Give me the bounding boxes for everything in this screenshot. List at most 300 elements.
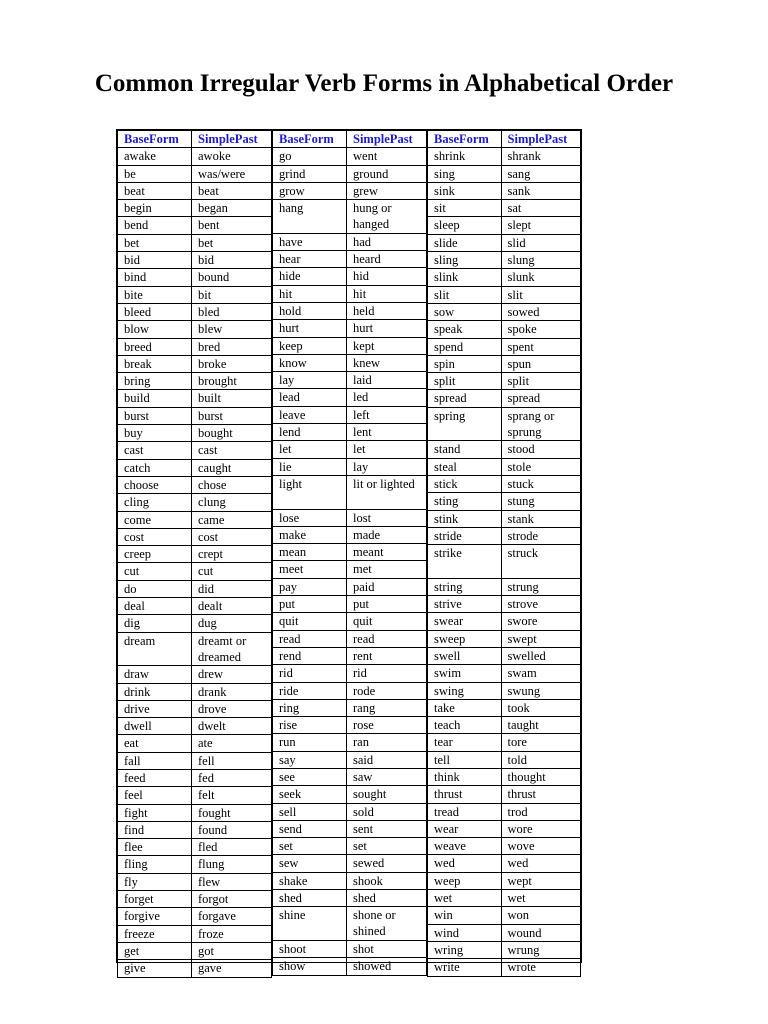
- base-form-cell: show: [273, 958, 347, 975]
- table-row: [118, 873, 272, 890]
- table-row: [118, 182, 272, 199]
- base-form-cell: shrink: [428, 148, 502, 165]
- table-row: [273, 441, 427, 458]
- table-row: [428, 855, 581, 872]
- simple-past-cell: set: [347, 838, 427, 855]
- simple-past-cell: sought: [347, 786, 427, 803]
- simple-past-cell: felt: [192, 787, 272, 804]
- base-form-cell: slit: [428, 286, 502, 303]
- simple-past-cell: hit: [347, 285, 427, 302]
- simple-past-cell: showed: [347, 958, 427, 975]
- table-row: [428, 338, 581, 355]
- table-row: [273, 872, 427, 889]
- base-form-cell: shoot: [273, 940, 347, 957]
- table-row: [118, 217, 272, 234]
- table-row: [273, 509, 427, 526]
- base-form-cell: flee: [118, 839, 192, 856]
- base-form-cell: swim: [428, 665, 502, 682]
- base-form-cell: lose: [273, 509, 347, 526]
- simple-past-cell: rose: [347, 717, 427, 734]
- verb-column-2: [272, 130, 427, 976]
- table-row: [428, 803, 581, 820]
- table-row: [118, 563, 272, 580]
- base-form-cell: hurt: [273, 320, 347, 337]
- base-form-cell: put: [273, 596, 347, 613]
- base-form-cell: drive: [118, 700, 192, 717]
- simple-past-cell: was/were: [192, 165, 272, 182]
- base-form-cell: sow: [428, 303, 502, 320]
- base-form-cell: spend: [428, 338, 502, 355]
- simple-past-cell: sold: [347, 803, 427, 820]
- simple-past-cell: drank: [192, 683, 272, 700]
- simple-past-cell: split: [501, 373, 580, 390]
- base-form-cell: split: [428, 373, 502, 390]
- simple-past-text: shone or shined: [353, 908, 396, 939]
- simple-past-cell: fell: [192, 752, 272, 769]
- table-row: [428, 647, 581, 664]
- verb-table: [116, 129, 582, 976]
- simple-past-cell: wrung: [501, 941, 580, 958]
- simple-past-text: lit or lighted: [353, 476, 415, 491]
- simple-past-cell: dug: [192, 615, 272, 632]
- base-form-cell: run: [273, 734, 347, 751]
- simple-past-cell: came: [192, 511, 272, 528]
- base-form-cell: go: [273, 148, 347, 165]
- simple-past-cell: quit: [347, 613, 427, 630]
- table-row: [428, 441, 581, 458]
- table-row: [428, 373, 581, 390]
- simple-past-cell: rang: [347, 699, 427, 716]
- table-row: [428, 321, 581, 338]
- simple-past-cell: sank: [501, 182, 580, 199]
- simple-past-cell: led: [347, 389, 427, 406]
- simple-past-cell: stank: [501, 510, 580, 527]
- table-row: [273, 475, 427, 509]
- simple-past-cell: bred: [192, 338, 272, 355]
- simple-past-cell: taught: [501, 717, 580, 734]
- table-row: [428, 475, 581, 492]
- simple-past-cell: chose: [192, 476, 272, 493]
- simple-past-cell: sowed: [501, 303, 580, 320]
- simple-past-cell: ran: [347, 734, 427, 751]
- table-row: [428, 217, 581, 234]
- table-row: [428, 682, 581, 699]
- table-row: [273, 630, 427, 647]
- table-row: [273, 526, 427, 543]
- simple-past-cell: spoke: [501, 321, 580, 338]
- table-row: [118, 856, 272, 873]
- simple-past-cell: wet: [501, 890, 580, 907]
- table-row: [428, 907, 581, 924]
- header-simple-past: SimplePast: [192, 131, 272, 148]
- simple-past-cell: lent: [347, 424, 427, 441]
- base-form-cell: sell: [273, 803, 347, 820]
- table-row: [118, 425, 272, 442]
- simple-past-cell: clung: [192, 494, 272, 511]
- base-form-cell: sting: [428, 493, 502, 510]
- base-form-cell: slink: [428, 269, 502, 286]
- base-form-cell: do: [118, 580, 192, 597]
- simple-past-cell: wept: [501, 872, 580, 889]
- base-form-cell: find: [118, 821, 192, 838]
- verb-table-column: [427, 130, 581, 977]
- table-row: [273, 544, 427, 561]
- base-form-cell: cost: [118, 528, 192, 545]
- simple-past-cell: drew: [192, 666, 272, 683]
- base-form-cell: stick: [428, 475, 502, 492]
- base-form-cell: take: [428, 699, 502, 716]
- table-row: [273, 734, 427, 751]
- table-row: [118, 338, 272, 355]
- table-row: [273, 940, 427, 957]
- base-form-cell: wet: [428, 890, 502, 907]
- table-row: [428, 717, 581, 734]
- base-form-cell: tread: [428, 803, 502, 820]
- simple-past-cell: found: [192, 821, 272, 838]
- simple-past-cell: [347, 475, 427, 509]
- simple-past-cell: told: [501, 751, 580, 768]
- table-row: [428, 182, 581, 199]
- simple-past-cell: made: [347, 526, 427, 543]
- base-form-cell: see: [273, 768, 347, 785]
- simple-past-cell: cast: [192, 442, 272, 459]
- simple-past-cell: dwelt: [192, 718, 272, 735]
- simple-past-cell: lay: [347, 458, 427, 475]
- base-form-cell: buy: [118, 425, 192, 442]
- base-form-cell: eat: [118, 735, 192, 752]
- simple-past-cell: thought: [501, 768, 580, 785]
- base-form-cell: set: [273, 838, 347, 855]
- simple-past-cell: let: [347, 441, 427, 458]
- simple-past-cell: did: [192, 580, 272, 597]
- simple-past-cell: began: [192, 200, 272, 217]
- base-form-cell: wear: [428, 820, 502, 837]
- base-form-cell: break: [118, 355, 192, 372]
- table-row: [273, 820, 427, 837]
- simple-past-cell: built: [192, 390, 272, 407]
- table-row: [118, 148, 272, 165]
- table-row: [273, 855, 427, 872]
- simple-past-cell: got: [192, 942, 272, 959]
- table-row: [118, 752, 272, 769]
- table-row: [118, 355, 272, 372]
- table-row: [118, 511, 272, 528]
- table-row: [273, 665, 427, 682]
- base-form-cell: fall: [118, 752, 192, 769]
- base-form-cell: come: [118, 511, 192, 528]
- base-form-cell: weave: [428, 838, 502, 855]
- table-row: [118, 787, 272, 804]
- base-form-cell: shake: [273, 872, 347, 889]
- base-form-cell: hang: [273, 200, 347, 234]
- simple-past-cell: forgot: [192, 891, 272, 908]
- base-form-cell: lay: [273, 372, 347, 389]
- table-row: [273, 907, 427, 941]
- simple-past-cell: bent: [192, 217, 272, 234]
- table-row: [273, 372, 427, 389]
- simple-past-cell: put: [347, 596, 427, 613]
- table-row: [428, 872, 581, 889]
- verb-table-column: [117, 130, 272, 978]
- simple-past-cell: strove: [501, 596, 580, 613]
- table-row: [273, 578, 427, 595]
- base-form-cell: quit: [273, 613, 347, 630]
- simple-past-cell: spent: [501, 338, 580, 355]
- table-row: [428, 355, 581, 372]
- base-form-cell: wring: [428, 941, 502, 958]
- table-row: [428, 941, 581, 958]
- base-form-cell: ride: [273, 682, 347, 699]
- table-row: [118, 546, 272, 563]
- simple-past-cell: [347, 200, 427, 234]
- table-row: [118, 804, 272, 821]
- simple-past-cell: took: [501, 699, 580, 716]
- simple-past-cell: kept: [347, 337, 427, 354]
- base-form-cell: meet: [273, 561, 347, 578]
- base-form-cell: tell: [428, 751, 502, 768]
- verb-column-1: [117, 130, 272, 978]
- table-row: [118, 821, 272, 838]
- simple-past-cell: held: [347, 302, 427, 319]
- verb-column-3: [427, 130, 581, 977]
- base-form-cell: say: [273, 751, 347, 768]
- simple-past-cell: knew: [347, 354, 427, 371]
- table-row: [428, 545, 581, 579]
- simple-past-cell: [501, 545, 580, 579]
- simple-past-cell: sewed: [347, 855, 427, 872]
- table-row: [273, 803, 427, 820]
- base-form-cell: bring: [118, 373, 192, 390]
- base-form-cell: bleed: [118, 303, 192, 320]
- table-row: [118, 200, 272, 217]
- simple-past-cell: trod: [501, 803, 580, 820]
- table-row: [118, 390, 272, 407]
- table-row: [118, 666, 272, 683]
- simple-past-cell: grew: [347, 182, 427, 199]
- table-row: [118, 960, 272, 977]
- simple-past-cell: heard: [347, 251, 427, 268]
- table-row: [273, 890, 427, 907]
- simple-past-cell: shed: [347, 890, 427, 907]
- table-row: [428, 234, 581, 251]
- base-form-cell: beat: [118, 182, 192, 199]
- base-form-cell: shed: [273, 890, 347, 907]
- verb-table-column: [272, 130, 427, 976]
- table-row: [428, 458, 581, 475]
- base-form-cell: burst: [118, 407, 192, 424]
- simple-past-cell: flew: [192, 873, 272, 890]
- table-row: [428, 303, 581, 320]
- base-form-cell: swell: [428, 647, 502, 664]
- simple-past-cell: slept: [501, 217, 580, 234]
- base-form-cell: send: [273, 820, 347, 837]
- table-row: [273, 406, 427, 423]
- base-form-cell: sing: [428, 165, 502, 182]
- simple-past-cell: wore: [501, 820, 580, 837]
- base-form-cell: wed: [428, 855, 502, 872]
- table-row: [118, 459, 272, 476]
- simple-past-cell: slunk: [501, 269, 580, 286]
- simple-past-cell: cut: [192, 563, 272, 580]
- table-row: [118, 718, 272, 735]
- base-form-cell: catch: [118, 459, 192, 476]
- table-row: [118, 580, 272, 597]
- table-row: [273, 182, 427, 199]
- simple-past-cell: brought: [192, 373, 272, 390]
- simple-past-cell: swam: [501, 665, 580, 682]
- simple-past-cell: ate: [192, 735, 272, 752]
- base-form-cell: awake: [118, 148, 192, 165]
- header-base-form: BaseForm: [118, 131, 192, 148]
- base-form-cell: blow: [118, 321, 192, 338]
- table-row: [118, 494, 272, 511]
- table-row: [118, 269, 272, 286]
- table-row: [273, 354, 427, 371]
- simple-past-cell: cost: [192, 528, 272, 545]
- table-row: [118, 373, 272, 390]
- table-row: [118, 925, 272, 942]
- table-row: [118, 252, 272, 269]
- base-form-cell: stink: [428, 510, 502, 527]
- simple-past-cell: wound: [501, 924, 580, 941]
- table-row: [118, 839, 272, 856]
- header-base-form: BaseForm: [428, 131, 502, 148]
- base-form-cell: begin: [118, 200, 192, 217]
- base-form-cell: bet: [118, 234, 192, 251]
- table-row: [428, 751, 581, 768]
- table-row: [273, 251, 427, 268]
- base-form-cell: hold: [273, 302, 347, 319]
- simple-past-cell: forgave: [192, 908, 272, 925]
- simple-past-cell: met: [347, 561, 427, 578]
- header-base-form: BaseForm: [273, 131, 347, 148]
- simple-past-cell: awoke: [192, 148, 272, 165]
- base-form-cell: rid: [273, 665, 347, 682]
- base-form-cell: dwell: [118, 718, 192, 735]
- base-form-cell: win: [428, 907, 502, 924]
- base-form-cell: slide: [428, 234, 502, 251]
- base-form-cell: cling: [118, 494, 192, 511]
- base-form-cell: mean: [273, 544, 347, 561]
- simple-past-cell: wrote: [501, 959, 580, 976]
- base-form-cell: steal: [428, 458, 502, 475]
- simple-past-cell: lost: [347, 509, 427, 526]
- simple-past-cell: strung: [501, 578, 580, 595]
- base-form-cell: draw: [118, 666, 192, 683]
- table-row: [428, 510, 581, 527]
- simple-past-cell: stung: [501, 493, 580, 510]
- base-form-cell: sling: [428, 252, 502, 269]
- table-row: [273, 682, 427, 699]
- simple-past-cell: swelled: [501, 647, 580, 664]
- table-row: [428, 148, 581, 165]
- base-form-cell: be: [118, 165, 192, 182]
- simple-past-cell: caught: [192, 459, 272, 476]
- table-row: [273, 647, 427, 664]
- base-form-cell: write: [428, 959, 502, 976]
- simple-past-cell: beat: [192, 182, 272, 199]
- base-form-cell: fling: [118, 856, 192, 873]
- base-form-cell: give: [118, 960, 192, 977]
- base-form-cell: choose: [118, 476, 192, 493]
- simple-past-text: struck: [507, 546, 539, 561]
- simple-past-cell: left: [347, 406, 427, 423]
- base-form-cell: teach: [428, 717, 502, 734]
- table-row: [428, 252, 581, 269]
- simple-past-cell: shot: [347, 940, 427, 957]
- base-form-cell: forget: [118, 891, 192, 908]
- table-row: [273, 768, 427, 785]
- table-row: [118, 286, 272, 303]
- base-form-cell: drink: [118, 683, 192, 700]
- table-row: [118, 769, 272, 786]
- simple-past-cell: bid: [192, 252, 272, 269]
- base-form-cell: bid: [118, 252, 192, 269]
- table-row: [428, 390, 581, 407]
- table-row: [118, 234, 272, 251]
- base-form-cell: stride: [428, 527, 502, 544]
- base-form-cell: ring: [273, 699, 347, 716]
- header-row: [428, 131, 581, 148]
- table-row: [273, 561, 427, 578]
- table-row: [428, 200, 581, 217]
- header-simple-past: SimplePast: [501, 131, 580, 148]
- base-form-cell: spin: [428, 355, 502, 372]
- table-row: [118, 615, 272, 632]
- table-row: [273, 148, 427, 165]
- simple-past-cell: strode: [501, 527, 580, 544]
- simple-past-cell: broke: [192, 355, 272, 372]
- base-form-cell: shine: [273, 907, 347, 941]
- table-row: [273, 751, 427, 768]
- table-row: [428, 527, 581, 544]
- table-row: [118, 891, 272, 908]
- base-form-cell: sink: [428, 182, 502, 199]
- table-row: [118, 165, 272, 182]
- table-row: [118, 700, 272, 717]
- table-row: [118, 908, 272, 925]
- table-row: [273, 233, 427, 250]
- base-form-cell: thrust: [428, 786, 502, 803]
- table-row: [428, 269, 581, 286]
- base-form-cell: bend: [118, 217, 192, 234]
- simple-past-cell: said: [347, 751, 427, 768]
- table-row: [273, 320, 427, 337]
- base-form-cell: build: [118, 390, 192, 407]
- base-form-cell: lend: [273, 424, 347, 441]
- table-row: [118, 442, 272, 459]
- simple-past-cell: fed: [192, 769, 272, 786]
- base-form-cell: fly: [118, 873, 192, 890]
- simple-past-cell: burst: [192, 407, 272, 424]
- base-form-cell: feed: [118, 769, 192, 786]
- simple-past-cell: [192, 632, 272, 666]
- table-row: [273, 165, 427, 182]
- simple-past-cell: crept: [192, 546, 272, 563]
- table-row: [428, 165, 581, 182]
- table-row: [428, 959, 581, 976]
- base-form-cell: have: [273, 233, 347, 250]
- simple-past-text: hung or hanged: [353, 201, 392, 232]
- table-row: [428, 665, 581, 682]
- table-row: [118, 476, 272, 493]
- table-row: [428, 596, 581, 613]
- base-form-cell: cast: [118, 442, 192, 459]
- simple-past-cell: slit: [501, 286, 580, 303]
- table-row: [273, 786, 427, 803]
- simple-past-cell: meant: [347, 544, 427, 561]
- simple-past-cell: rent: [347, 647, 427, 664]
